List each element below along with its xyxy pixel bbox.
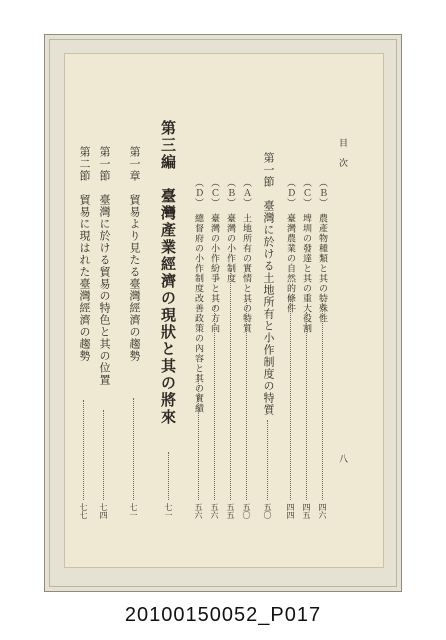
toc-page-number: 五六 <box>210 503 219 519</box>
document-page <box>64 53 384 568</box>
chapter-heading: 第一章 貿易より見たる臺灣經濟の趨勢 <box>128 146 141 362</box>
part-heading: 第三編 臺灣產業經濟の現狀と其の將來 <box>159 120 177 426</box>
toc-page-number: 七一 <box>164 503 173 519</box>
toc-entry: 第一節 臺灣に於ける貿易の特色と其の位置 <box>98 146 111 386</box>
toc-entry: （Ｄ） 臺灣農業の自然的條件 <box>285 178 295 314</box>
toc-entry: （Ｂ） 農產物種類と其の特殊性 <box>317 178 327 324</box>
toc-page-number: 七一 <box>129 503 138 519</box>
toc-entry: （Ａ） 土地所有の實情と其の特質 <box>241 178 251 334</box>
toc-page-number: 五〇 <box>242 503 251 519</box>
toc-page-number: 四六 <box>318 503 327 519</box>
toc-entry: （Ｃ） 埤圳の發達と其の重大役割 <box>301 178 311 334</box>
toc-page-number: 七四 <box>99 503 108 519</box>
toc-entry: 第一節 臺灣に於ける土地所有と小作制度の特質 <box>262 152 275 416</box>
image-caption: 20100150052_P017 <box>124 604 322 626</box>
toc-page-number: 四四 <box>286 503 295 519</box>
page-header-title: 目 次 <box>337 138 347 168</box>
toc-entry: （Ｄ） 總督府の小作制度改善政策の內容と其の實績 <box>193 178 203 414</box>
toc-page-number: 五〇 <box>263 503 272 519</box>
page-header-number: 八 <box>337 454 347 464</box>
toc-page-number: 四五 <box>302 503 311 519</box>
toc-entry: （Ｂ） 臺灣の小作制度 <box>225 178 235 284</box>
toc-page-number: 五五 <box>226 503 235 519</box>
toc-page-number: 五六 <box>194 503 203 519</box>
toc-entry: 第二節 貿易に現はれた臺灣經濟の趨勢 <box>78 146 91 362</box>
toc-page-number: 七七 <box>79 503 88 519</box>
toc-entry: （Ｃ） 臺灣の小作紛爭と其の方向 <box>209 178 219 334</box>
